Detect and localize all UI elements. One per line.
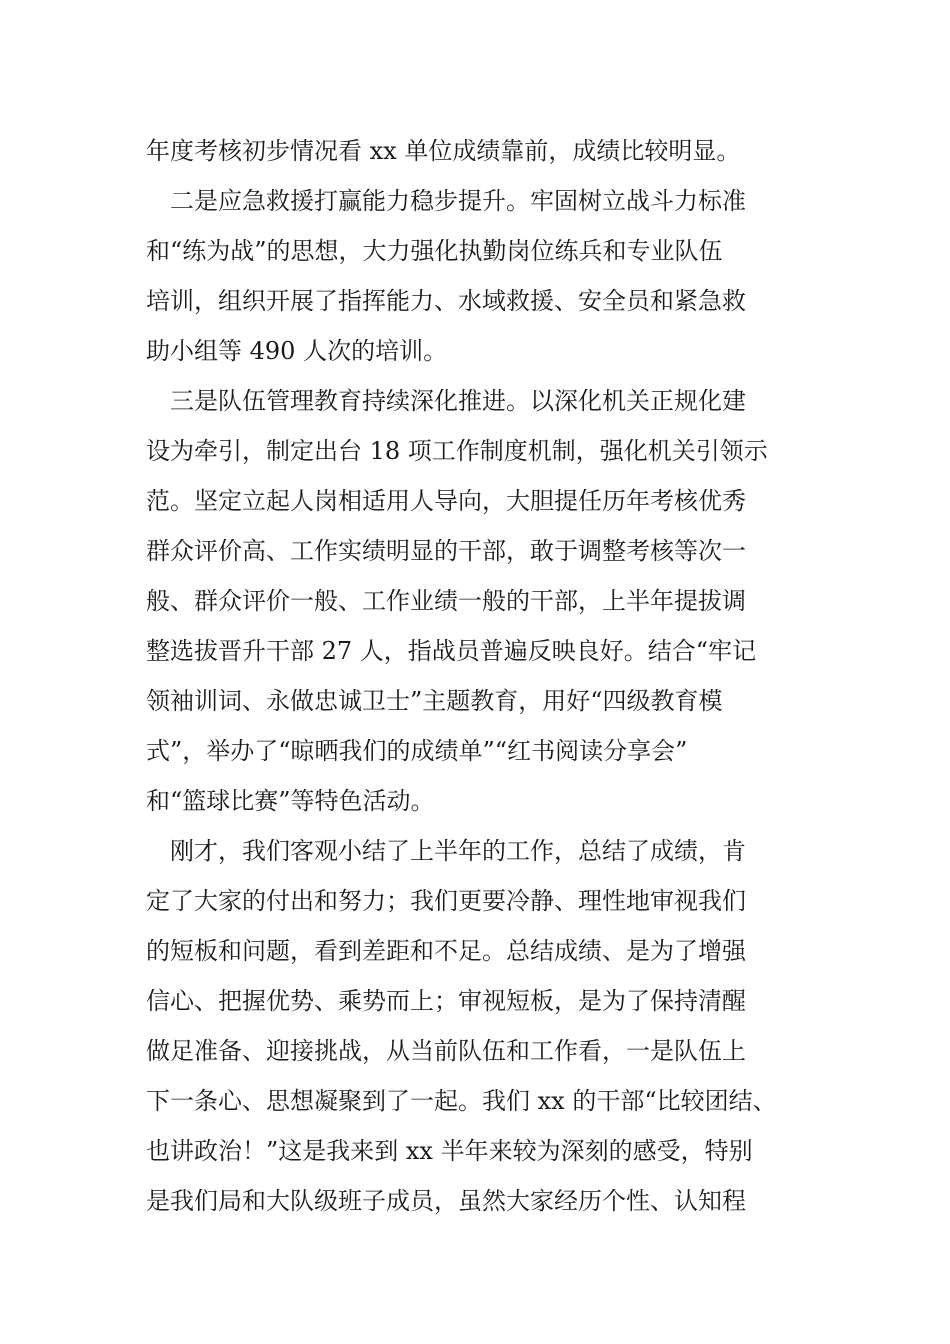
text-line-20: 下一条心、思想凝聚到了一起。我们 xx 的干部“比较团结、 bbox=[146, 1087, 777, 1115]
text-line-21: 也讲政治！”这是我来到 xx 半年来较为深刻的感受，特别 bbox=[146, 1137, 753, 1165]
text-line-12: 领袖训词、永做忠诚卫士”主题教育，用好“四级教育模 bbox=[146, 687, 723, 715]
text-line-10: 般、群众评价一般、工作业绩一般的干部，上半年提拔调 bbox=[146, 587, 746, 615]
text-line-17: 的短板和问题，看到差距和不足。总结成绩、是为了增强 bbox=[146, 937, 746, 965]
text-line-13: 式”，举办了“晾晒我们的成绩单”“红书阅读分享会” bbox=[146, 737, 688, 765]
text-line-14: 和“篮球比赛”等特色活动。 bbox=[146, 787, 435, 815]
text-line-18: 信心、把握优势、乘势而上；审视短板，是为了保持清醒 bbox=[146, 987, 746, 1015]
text-line-6: 三是队伍管理教育持续深化推进。以深化机关正规化建 bbox=[146, 387, 746, 415]
text-line-4: 培训，组织开展了指挥能力、水域救援、安全员和紧急救 bbox=[146, 287, 746, 315]
text-line-16: 定了大家的付出和努力；我们更要冷静、理性地审视我们 bbox=[146, 887, 746, 915]
text-line-2: 二是应急救援打赢能力稳步提升。牢固树立战斗力标准 bbox=[146, 187, 746, 215]
text-line-11: 整选拔晋升干部 27 人，指战员普遍反映良好。结合“牢记 bbox=[146, 637, 757, 665]
text-line-9: 群众评价高、工作实绩明显的干部，敢于调整考核等次一 bbox=[146, 537, 746, 565]
text-line-5: 助小组等 490 人次的培训。 bbox=[146, 337, 448, 365]
text-line-19: 做足准备、迎接挑战，从当前队伍和工作看，一是队伍上 bbox=[146, 1037, 746, 1065]
text-line-3: 和“练为战”的思想，大力强化执勤岗位练兵和专业队伍 bbox=[146, 237, 723, 265]
text-line-7: 设为牵引，制定出台 18 项工作制度机制，强化机关引领示 bbox=[146, 437, 768, 465]
text-line-22: 是我们局和大队级班子成员，虽然大家经历个性、认知程 bbox=[146, 1187, 746, 1215]
text-line-8: 范。坚定立起人岗相适用人导向，大胆提任历年考核优秀 bbox=[146, 487, 746, 515]
text-line-1: 年度考核初步情况看 xx 单位成绩靠前，成绩比较明显。 bbox=[146, 137, 741, 165]
document-body bbox=[146, 126, 810, 1226]
text-line-15: 刚才，我们客观小结了上半年的工作，总结了成绩，肯 bbox=[146, 837, 746, 865]
